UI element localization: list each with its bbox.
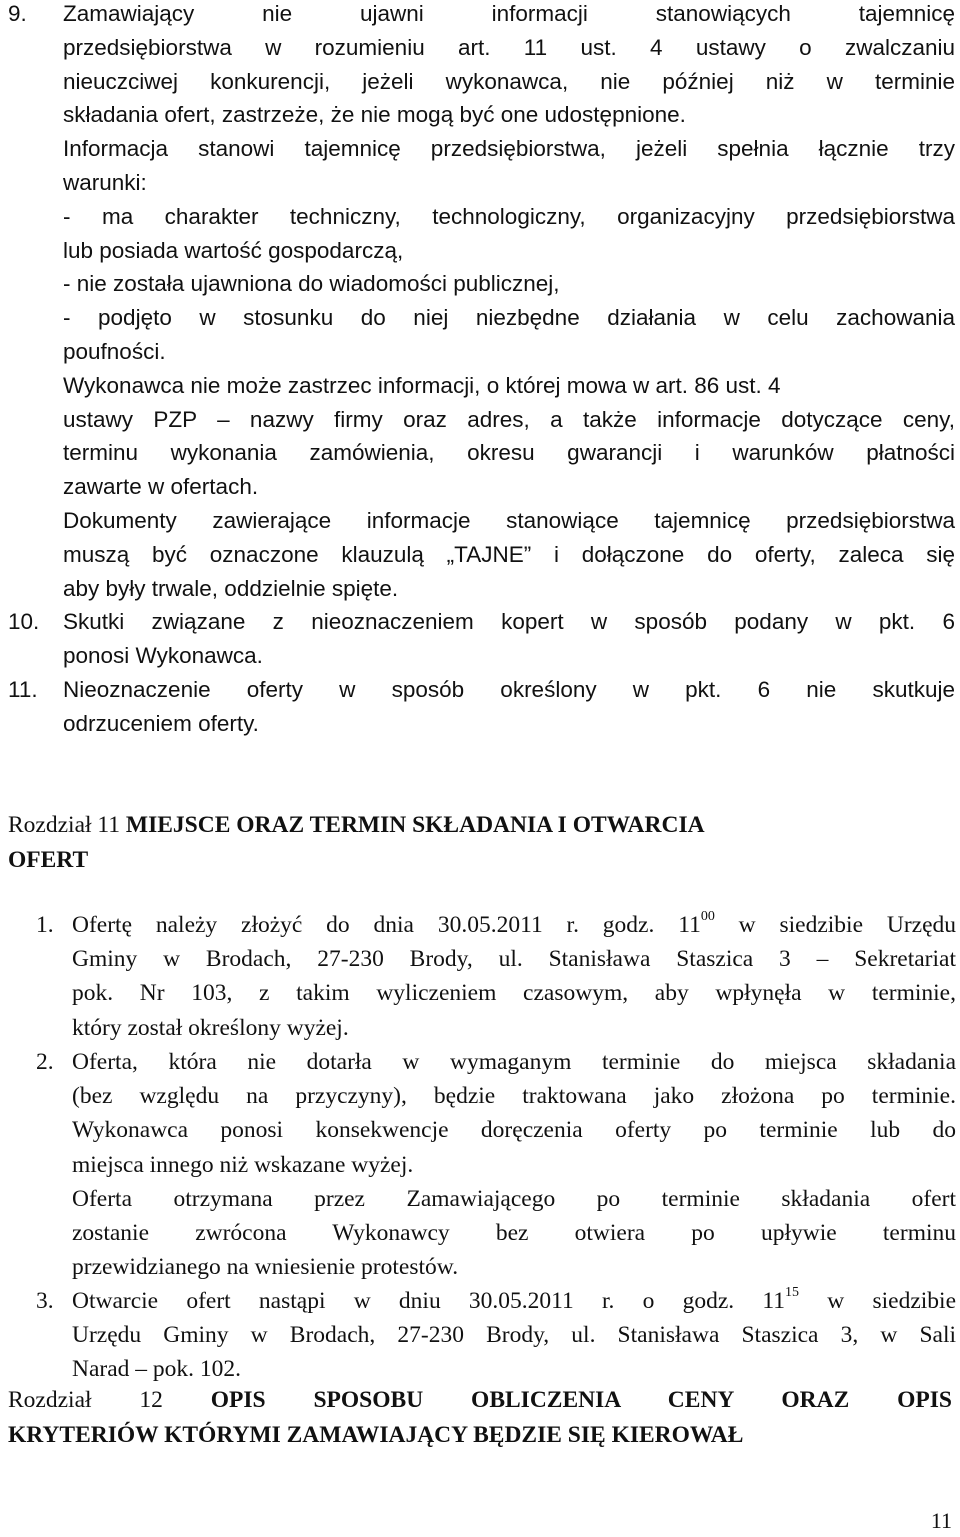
text-line: Wykonawca nie może zastrzec informacji, o której mowa w art. 86 ust. 4 xyxy=(63,372,781,398)
text-line: poufności. xyxy=(63,338,166,364)
item-body xyxy=(72,1284,956,1387)
item-number: 3. xyxy=(36,1288,54,1314)
text-fragment: w siedzibie xyxy=(799,1288,956,1314)
item-number: 9. xyxy=(8,1,27,26)
text-line: Narad – pok. 102. xyxy=(72,1356,242,1383)
chapter-label: Rozdział 12 xyxy=(8,1387,211,1413)
item-number: 11. xyxy=(8,677,38,702)
superscript: 00 xyxy=(700,909,715,924)
text-line: zostanie zwrócona Wykonawcy bez otwiera po upływie terminu xyxy=(72,1220,956,1247)
text-line: Skutki związane z nieoznaczeniem kopert w sposób podany w pkt. 6 xyxy=(63,609,955,634)
chapter-label: Rozdział 11 xyxy=(8,812,126,838)
page-number: 11 xyxy=(930,1508,952,1533)
r11-list-item-2 xyxy=(36,1045,956,1284)
text-line: nieuczciwej konkurencji, jeżeli wykonawca, nie później niż w terminie xyxy=(63,68,955,94)
text-line: zawarte w ofertach. xyxy=(63,474,259,500)
text-line: Informacja stanowi tajemnicę przedsiębiorstwa, jeżeli spełnia łącznie trzy xyxy=(63,136,955,162)
text-line: lub posiada wartość gospodarczą, xyxy=(63,237,404,263)
text-line: pok. Nr 103, z takim wyliczeniem czasowym, aby wpłynęła w terminie, xyxy=(72,980,956,1007)
text-line: ponosi Wykonawca. xyxy=(63,642,263,668)
text-line: składania ofert, zastrzeże, że nie mogą być one udostępnione. xyxy=(63,102,686,128)
text-line: odrzuceniem oferty. xyxy=(63,710,259,736)
list-item-10 xyxy=(8,605,955,673)
text-line: warunki: xyxy=(63,169,147,195)
chapter-title: OPIS SPOSOBU OBLICZENIA CENY ORAZ OPIS xyxy=(210,1387,952,1413)
text-line: Urzędu Gminy w Brodach, 27-230 Brody, ul. Stanisława Staszica 3, w Sali xyxy=(72,1322,956,1349)
text-line: - ma charakter techniczny, technologiczny, organizacyjny przedsiębiorstwa xyxy=(63,203,955,229)
text-line: Oferta, która nie dotarła w wymaganym terminie do miejsca składania xyxy=(72,1049,956,1075)
chapter-title: MIEJSCE ORAZ TERMIN SKŁADANIA I OTWARCIA xyxy=(125,812,705,838)
heading-line xyxy=(8,1418,952,1453)
text-line: Dokumenty zawierające informacje stanowiące tajemnicę przedsiębiorstwa xyxy=(63,507,955,533)
text-line: Oferta otrzymana przez Zamawiającego po terminie składania ofert xyxy=(72,1185,956,1212)
chapter-12-heading xyxy=(8,1383,952,1452)
text-line xyxy=(72,908,956,942)
item-body xyxy=(63,673,955,741)
text-line: aby były trwale, oddzielnie spięte. xyxy=(63,575,399,601)
item-body xyxy=(72,1045,956,1284)
r11-list-item-1 xyxy=(36,908,956,1045)
item-number: 2. xyxy=(36,1049,54,1075)
text-line: Nieoznaczenie oferty w sposób określony w pkt. 6 nie skutkuje xyxy=(63,677,955,702)
text-line: - nie została ujawniona do wiadomości publicznej, xyxy=(63,271,560,297)
text-line: terminu wykonania zamówienia, okresu gwarancji i warunków płatności xyxy=(63,440,955,466)
text-line: Wykonawca ponosi konsekwencje doręczenia oferty po terminie lub do xyxy=(72,1117,956,1144)
chapter-title-cont: OFERT xyxy=(8,846,89,873)
item-body xyxy=(72,908,956,1045)
text-fragment: Otwarcie ofert nastąpi w dniu 30.05.2011 r. o godz. 11 xyxy=(72,1288,786,1314)
text-line: który został określony wyżej. xyxy=(72,1014,349,1041)
item-body xyxy=(63,0,955,605)
heading-line xyxy=(8,1383,952,1418)
item-number: 10. xyxy=(8,609,40,634)
text-fragment: Ofertę należy złożyć do dnia 30.05.2011 r. godz. 11 xyxy=(72,912,701,938)
chapter-title-cont: KRYTERIÓW KTÓRYMI ZAMAWIAJĄCY BĘDZIE SIĘ KIEROWAŁ xyxy=(8,1421,744,1448)
text-line: - podjęto w stosunku do niej niezbędne działania w celu zachowania xyxy=(63,305,955,331)
text-line: Zamawiający nie ujawni informacji stanowiących tajemnicę xyxy=(63,1,955,26)
heading-line xyxy=(8,843,952,878)
text-line: przedsiębiorstwa w rozumieniu art. 11 ust. 4 ustawy o zwalczaniu xyxy=(63,34,955,60)
text-line: muszą być oznaczone klauzulą „TAJNE” i dołączone do oferty, zaleca się xyxy=(63,541,955,567)
heading-line xyxy=(8,808,952,843)
superscript: 15 xyxy=(785,1285,800,1300)
item-body xyxy=(63,605,955,673)
list-item-9 xyxy=(8,0,955,605)
text-line: ustawy PZP – nazwy firmy oraz adres, a także informacje dotyczące ceny, xyxy=(63,406,955,432)
text-line: Gminy w Brodach, 27-230 Brody, ul. Stanisława Staszica 3 – Sekretariat xyxy=(72,946,956,973)
item-number: 1. xyxy=(36,912,54,938)
text-fragment: w siedzibie Urzędu xyxy=(714,912,957,938)
chapter-11-heading xyxy=(8,808,952,877)
text-line: miejsca innego niż wskazane wyżej. xyxy=(72,1151,414,1178)
text-line: przewidzianego na wniesienie protestów. xyxy=(72,1254,459,1281)
r11-list-item-3 xyxy=(36,1284,956,1387)
text-line: (bez względu na przyczyny), będzie traktowana jako złożona po terminie. xyxy=(72,1083,956,1110)
list-item-11 xyxy=(8,673,955,741)
text-line xyxy=(72,1284,956,1318)
